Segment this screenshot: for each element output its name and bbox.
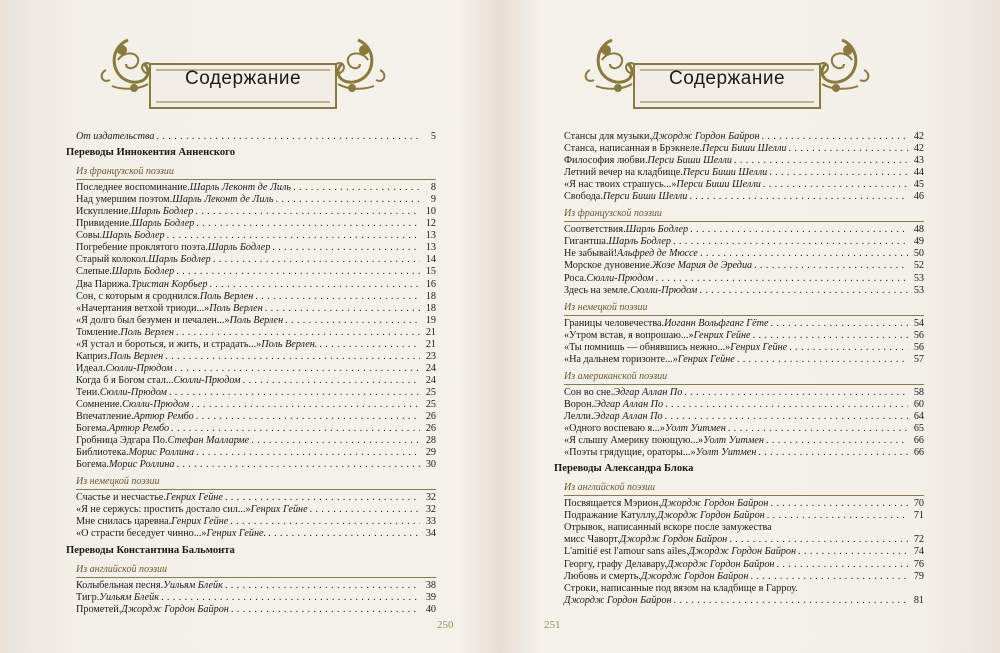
toc-entry[interactable]: «Я долго был безумен и печален...» Поль Верлен . . . 19 xyxy=(76,315,436,327)
entry-list xyxy=(564,546,924,582)
toc-entry[interactable]: Библиотека. Морис Роллина . . . 29 xyxy=(76,447,436,459)
toc-entry[interactable]: Мне снилась царевна. Генрих Гейне . . . 33 xyxy=(76,516,436,528)
toc-entry[interactable]: Впечатление. Артюр Рембо . . . 26 xyxy=(76,411,436,423)
toc-entry[interactable]: Здесь на земле. Сюлли-Прюдом . . . 53 xyxy=(564,285,924,297)
divider xyxy=(76,489,436,490)
page-title: Содержание xyxy=(184,68,302,89)
toc-entry[interactable]: Гигантша. Шарль Бодлер . . . 49 xyxy=(564,236,924,248)
page-number: 251 xyxy=(544,619,561,631)
table-of-contents-right xyxy=(554,131,924,607)
table-of-contents-left xyxy=(66,131,436,616)
toc-entry[interactable]: Идеал. Сюлли-Прюдом . . . 24 xyxy=(76,363,436,375)
subsection-heading: Из французской поэзии xyxy=(564,208,662,220)
entry-list xyxy=(564,224,924,296)
entry-list xyxy=(76,182,436,471)
toc-entry[interactable]: Слепые. Шарль Бодлер . . . 15 xyxy=(76,266,436,278)
section-title: Переводы Иннокентия Анненского xyxy=(66,147,236,159)
divider xyxy=(564,495,924,496)
entry-list xyxy=(564,498,924,522)
toc-entry[interactable]: Над умершим поэтом. Шарль Леконт де Лиль . . . 9 xyxy=(76,194,436,206)
scroll-banner-ornament xyxy=(582,30,872,110)
subsection-heading: Из английской поэзии xyxy=(564,482,655,494)
entry-list xyxy=(564,387,924,459)
toc-entry[interactable]: «Одного воспеваю я...» Уолт Уитмен . . . 65 xyxy=(564,423,924,435)
toc-entry[interactable]: Соответствия. Шарль Бодлер . . . 48 xyxy=(564,224,924,236)
toc-entry[interactable]: Погребение проклятого поэта. Шарль Бодлер . . . 13 xyxy=(76,242,436,254)
toc-entry[interactable]: Искупление. Шарль Бодлер . . . 10 xyxy=(76,206,436,218)
toc-entry[interactable]: Последнее воспоминание. Шарль Леконт де Лиль . . . 8 xyxy=(76,182,436,194)
toc-entry[interactable]: Подражание Катуллу. Джордж Гордон Байрон . . . 71 xyxy=(564,510,924,522)
toc-entry[interactable]: Тени. Сюлли-Прюдом . . . 25 xyxy=(76,387,436,399)
section-title: Переводы Александра Блока xyxy=(554,463,694,475)
divider xyxy=(76,179,436,180)
toc-entry[interactable]: «Ты помнишь — обнявшись нежно...» Генрих Гейне . . . 56 xyxy=(564,342,924,354)
toc-entry[interactable]: «Я слышу Америку поющую...» Уолт Уитмен . . . 66 xyxy=(564,435,924,447)
toc-entry[interactable]: Совы. Шарль Бодлер . . . 13 xyxy=(76,230,436,242)
toc-entry[interactable]: Границы человечества. Иоганн Вольфганг Гёте . . . 54 xyxy=(564,318,924,330)
toc-entry[interactable]: «Утром встав, я вопрошаю...» Генрих Гейне . . . 56 xyxy=(564,330,924,342)
toc-entry[interactable]: Стансы для музыки. Джордж Гордон Байрон . . . 42 xyxy=(564,131,924,143)
section-title: Переводы Константина Бальмонта xyxy=(66,544,235,556)
toc-entry[interactable]: Любовь и смерть. Джордж Гордон Байрон . . . 79 xyxy=(564,571,924,583)
toc-entry[interactable]: «Я устал и бороться, и жить, и страдать...» Поль Верлен. . . . 21 xyxy=(76,339,436,351)
toc-entry[interactable]: Георгу, графу Делавару. Джордж Гордон Байрон . . . 76 xyxy=(564,559,924,571)
entry-list xyxy=(76,580,436,616)
toc-entry[interactable]: Роса. Сюлли-Прюдом . . . 53 xyxy=(564,273,924,285)
entry-list xyxy=(76,492,436,540)
toc-entry[interactable]: «О страсти беседует чинно...» Генрих Гейне. . . . 34 xyxy=(76,528,436,540)
toc-entry[interactable]: «Я нас твоих страшусь...» Перси Биши Шелли . . . 45 xyxy=(564,179,924,191)
toc-entry[interactable]: Привидение. Шарль Бодлер . . . 12 xyxy=(76,218,436,230)
toc-entry[interactable]: Отрывок, написанный вскоре после замужества мисс Чаворт. Джордж Гордон Байрон . . . 72 xyxy=(564,522,924,546)
toc-entry[interactable]: Сон, с которым я сроднился. Поль Верлен . . . 18 xyxy=(76,291,436,303)
toc-entry[interactable]: Лелли. Эдгар Аллан По . . . 64 xyxy=(564,411,924,423)
toc-entry[interactable]: Два Парижа. Тристан Корбьер . . . 16 xyxy=(76,279,436,291)
toc-entry[interactable]: Ворон. Эдгар Аллан По . . . 60 xyxy=(564,399,924,411)
toc-entry[interactable]: Посвящается Мэрион. Джордж Гордон Байрон . . . 70 xyxy=(564,498,924,510)
divider xyxy=(76,577,436,578)
scroll-banner-ornament xyxy=(98,30,388,110)
toc-entry[interactable]: Прометей. Джордж Гордон Байрон . . . 40 xyxy=(76,604,436,616)
toc-entry[interactable]: Старый колокол. Шарль Бодлер . . . 14 xyxy=(76,254,436,266)
toc-entry[interactable]: Сомнение. Сюлли-Прюдом . . . 25 xyxy=(76,399,436,411)
right-page xyxy=(500,0,1000,653)
subsection-heading: Из американской поэзии xyxy=(564,370,668,382)
toc-entry[interactable]: «Начертания ветхой триоди...» Поль Верлен . . . 18 xyxy=(76,303,436,315)
toc-entry[interactable]: От издательства . . . 5 xyxy=(76,131,436,143)
toc-entry[interactable]: Сон во сне. Эдгар Аллан По . . . 58 xyxy=(564,387,924,399)
toc-entry[interactable]: Томление. Поль Верлен . . . 21 xyxy=(76,327,436,339)
toc-entry[interactable]: Когда б я Богом стал... Сюлли-Прюдом . . . 24 xyxy=(76,375,436,387)
toc-entry[interactable]: Каприз. Поль Верлен . . . 23 xyxy=(76,351,436,363)
toc-entry[interactable]: Тигр. Уильям Блейк . . . 39 xyxy=(76,592,436,604)
divider xyxy=(564,221,924,222)
subsection-heading: Из английской поэзии xyxy=(76,563,167,575)
entry-list xyxy=(564,318,924,366)
toc-entry[interactable]: Станса, написанная в Брэкнеле. Перси Биши Шелли . . . 42 xyxy=(564,143,924,155)
toc-entry[interactable]: L'amitié est l'amour sans ailes. Джордж Гордон Байрон . . . 74 xyxy=(564,546,924,558)
toc-entry[interactable]: Колыбельная песня. Уильям Блейк . . . 38 xyxy=(76,580,436,592)
toc-entry[interactable]: Строки, написанные под вязом на кладбище в Гарроу. Джордж Гордон Байрон . . . 81 xyxy=(564,583,924,607)
toc-entry[interactable]: «Я не сержусь: простить достало сил...» Генрих Гейне . . . 32 xyxy=(76,504,436,516)
toc-entry[interactable]: «Поэты грядущие, ораторы...» Уолт Уитмен . . . 66 xyxy=(564,447,924,459)
toc-entry[interactable]: Гробница Эдгара По. Стефан Малларме . . . 28 xyxy=(76,435,436,447)
subsection-heading: Из немецкой поэзии xyxy=(76,476,160,488)
divider xyxy=(564,315,924,316)
toc-entry[interactable]: «На дальнем горизонте...» Генрих Гейне . . . 57 xyxy=(564,354,924,366)
toc-entry[interactable]: Счастье и несчастье. Генрих Гейне . . . 32 xyxy=(76,492,436,504)
toc-entry[interactable]: Богема. Артюр Рембо . . . 26 xyxy=(76,423,436,435)
subsection-heading: Из немецкой поэзии xyxy=(564,301,648,313)
subsection-heading: Из французской поэзии xyxy=(76,166,174,178)
toc-entry[interactable]: Богема. Морис Роллина . . . 30 xyxy=(76,459,436,471)
entry-list xyxy=(564,131,924,203)
toc-entry[interactable]: Не забывай! Альфред де Мюссе . . . 50 xyxy=(564,248,924,260)
toc-entry[interactable]: Летний вечер на кладбище. Перси Биши Шелли . . . 44 xyxy=(564,167,924,179)
divider xyxy=(564,384,924,385)
toc-entry[interactable]: Морское дуновение. Жозе Мария де Эредиа . . . 52 xyxy=(564,260,924,272)
toc-entry[interactable]: Философия любви. Перси Биши Шелли . . . 43 xyxy=(564,155,924,167)
page-title: Содержание xyxy=(668,68,786,89)
toc-entry[interactable]: Свобода. Перси Биши Шелли . . . 46 xyxy=(564,191,924,203)
page-number: 250 xyxy=(437,619,454,631)
